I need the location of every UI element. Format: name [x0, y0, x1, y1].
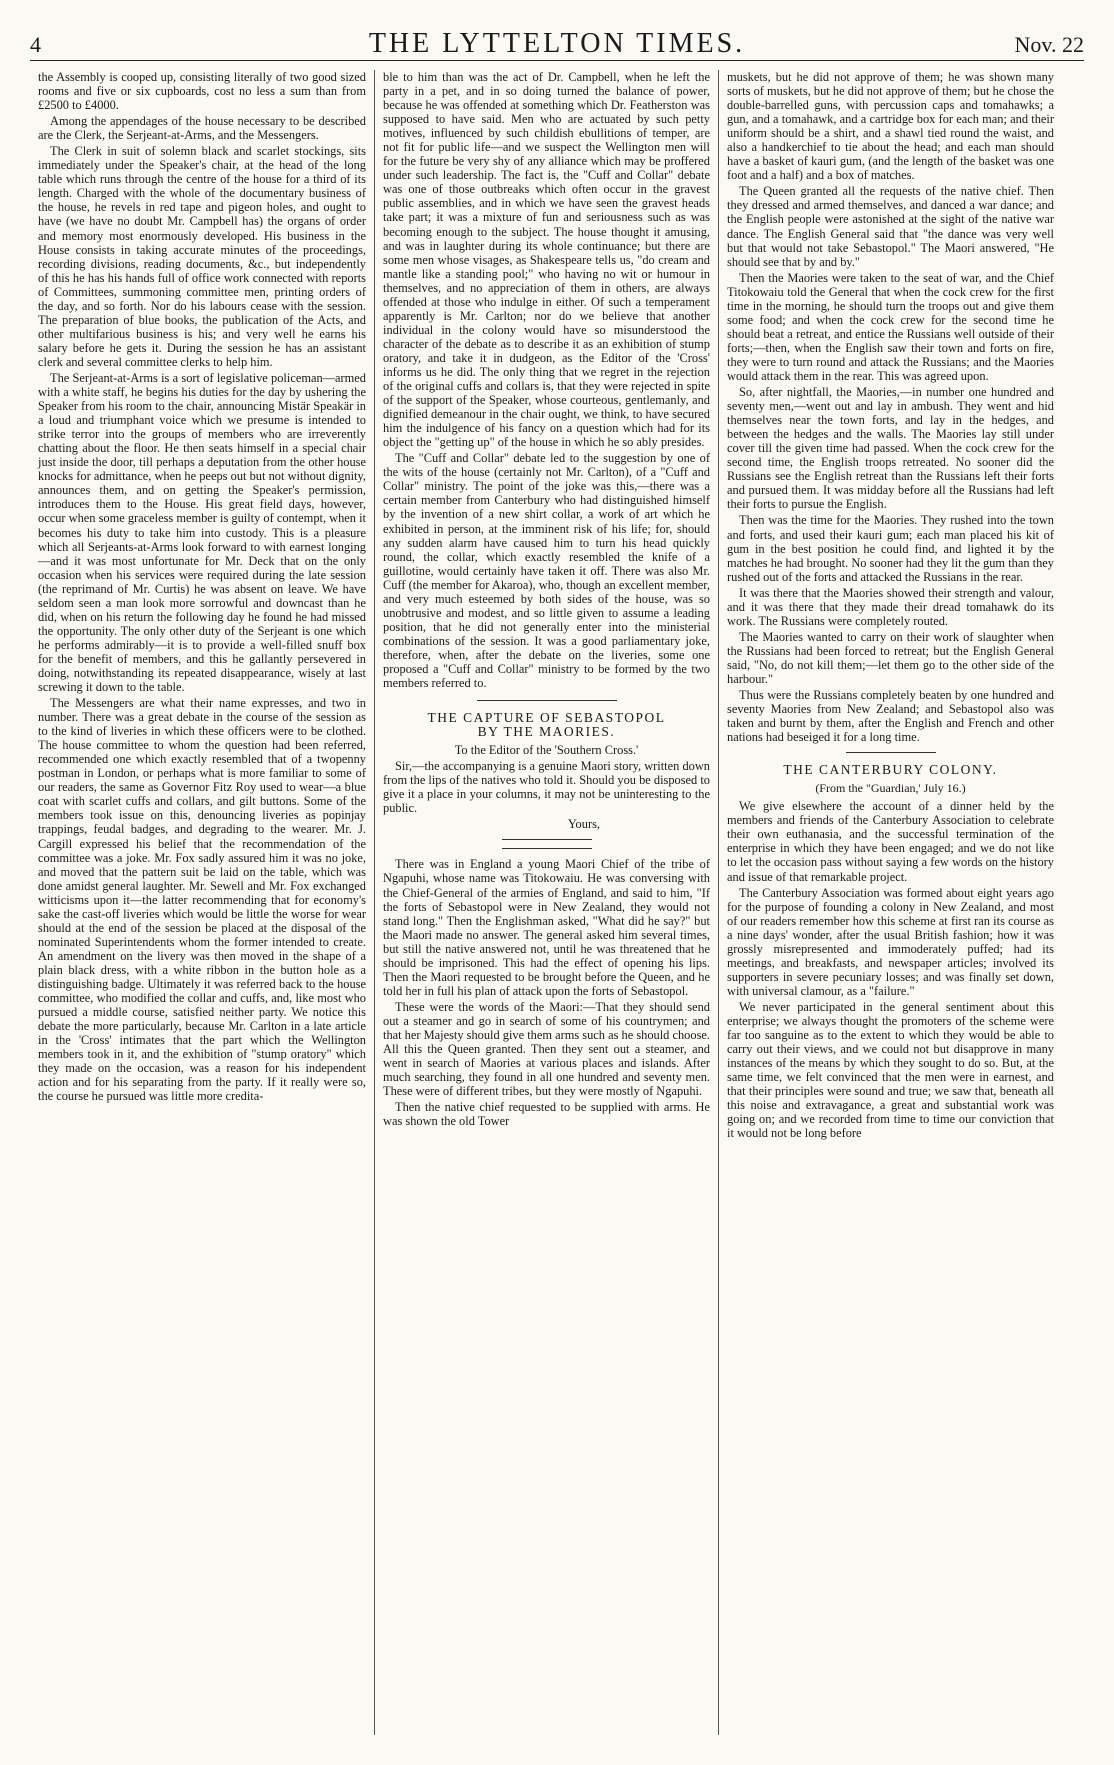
column-1 — [30, 70, 374, 1735]
article-paragraph: The Messengers are what their name expresses, and two in number. There was a great debate in the course of the session as to the kind of liveries in which these officers were to be clothed. The house committee to whom the question had been referred, recommended one which exactly resembled that of a twopenny postman in London, or perhaps what is more familiar to some of our readers, the same as Governor Fitz Roy used to wear—a blue coat with scarlet cuffs and collars, and gilt buttons. Some of the members took issue on this, denouncing liveries as popinjay trappings, feudal badges, and degrading to the wearer. Mr. J. Cargill expressed his belief that the recommendation of the committee was a joke. Mr. Fox sadly assured him it was no joke, and moved that the pattern suit be laid on the table, which was done amidst general laughter. Mr. Sewell and Mr. Fox exchanged witticisms upon it—the latter recommending that for economy's sake the cast-off liveries which would be little the worse for wear should at the end of the session be placed at the disposal of the nominated Superintendents whom the former intended to create. An amendment on the livery was then moved in the shape of a plain black dress, with a white ribbon in the button hole as a distinguishing badge. Ultimately it was referred back to the house committee, who modified the collar and cuffs, and, like most who pursued a middle course, satisfied neither party. We notice this debate the more particularly, because Mr. Carlton in a late article in the 'Cross' intimates that the part which the Wellington members took in it, and the exhibition of "stump oratory" which they made on the occasion, was a reason for his independent action and for his separating from the party. If it really were so, the course he pursued was little more credita- — [38, 696, 366, 1104]
story-paragraph: The Queen granted all the requests of the native chief. Then they dressed and armed themselves, and danced a war dance; and the English people were astonished at the sight of the native war dance. The English General said that "the dance was very well but that would not take Sebastopol." The Maori answered, "He should see that by and by." — [727, 184, 1054, 269]
section-divider — [846, 752, 936, 753]
story-paragraph: Thus were the Russians completely beaten by one hundred and seventy Maories from New Zealand; and Sebastopol also was taken and burnt by them, after the English and French and other nations had beseiged it for a long time. — [727, 688, 1054, 745]
story-paragraph: There was in England a young Maori Chief of the tribe of Ngapuhi, whose name was Titokowaiu. He was conversing with the Chief-General of the armies of England, and said to him, "If the forts of Sebastopol were in New Zealand, they would not stand long." Then the Englishman asked, "What did he say?" but the Maori made no answer. The general asked him several times, but still the native answered not, until he was threatened that he should be imprisoned. This had the effect of opening his lips. Then the Maori requested to be brought before the Queen, and he told her in full his plan of attack upon the forts of Sebastopol. — [383, 857, 710, 998]
story-paragraph: Then was the time for the Maories. They rushed into the town and forts, and used their kauri gum; each man placed his kit of gum in the best position he could find, and lighted it by the matches he had brought. No sooner had they lit the gum than they rushed out of the forts and attacked the Russians in the rear. — [727, 513, 1054, 584]
story-paragraph: The Maories wanted to carry on their work of slaughter when the Russians had been forced to retreat; but the English General said, "No, do not kill them;—let them go to the other side of the harbour." — [727, 629, 1054, 686]
article-paragraph: The Canterbury Association was formed about eight years ago for the purpose of founding a colony in New Zealand, and most of our readers remember how this scheme at first ran its course as a nine days' wonder, after the usual British fashion; how it was grossly misrepresented and immoderately puffed; had its meetings, and breakfasts, and newspaper articles; involved its supporters in severe pecuniary losses; and was finally set down, with universal clamour, as a "failure." — [727, 885, 1054, 998]
sebastopol-heading — [383, 711, 710, 739]
article-paragraph: The Serjeant-at-Arms is a sort of legislative policeman—armed with a white staff, he begins his duties for the day by ushering the Speaker from his room to the chair, announcing Mistär Speakär in a loud and triumphant voice which we presume is intended to strike terror into the groups of members who are irreverently chatting about the floor. He then seats himself in a special chair just inside the door, till perhaps a deputation from the other house knocks for admittance, when he peeps out but not without dignity, announces them, and on getting the Speaker's permission, introduces them to the House. His great field days, however, occur when some graceless member is guilty of contempt, when it becomes his duty to take him into custody. This is a pleasure which all Serjeants-at-Arms look forward to with earnest longing—and it was most unfortunate for Mr. Deck that on the only occasion when his services were required during the late session (the reprimand of Mr. Curtis) he was absent on leave. We have seldom seen a man look more sorrowful and downcast than he did, when on his return the following day he found he had missed the opportunity. The only other duty of the Serjeant is one which he performs admirably—it is to provide a well-filled snuff box for the benefit of members, and this he gallantly persevered in doing, notwithstanding its repeated disappearance, wisely at last screwing it down to the table. — [38, 370, 366, 695]
article-paragraph: The "Cuff and Collar" debate led to the suggestion by one of the wits of the house (certainly not Mr. Carlton), of a "Cuff and Collar" ministry. The point of the joke was this,—there was a certain member from Canterbury who had distinguished himself by the invention of a new shirt collar, a work of art which he exhibited in person, at the imminent risk of his life; for, should any sudden alarm have caused him to turn his head quickly round, the collar, which exactly resembled the knife of a guillotine, would certainly have taken it off. There was also Mr. Cuff (the member for Akaroa), who, though an excellent member, and very much esteemed by both sides of the house, was so unobtrusive and modest, and so little given to assume a leading position, that he did not generally enter into the ministerial combinations of the session. It was a good parliamentary joke, therefore, when, after the debate on the liveries, some one proposed a "Cuff and Collar" ministry to be formed by the two members referred to. — [383, 451, 710, 691]
article-paragraph: the Assembly is cooped up, consisting literally of two good sized rooms and five or six cupboards, cost no less a sum than from £2500 to £4000. — [38, 70, 366, 113]
story-paragraph: muskets, but he did not approve of them; he was shown many sorts of muskets, but he did not approve of them; but he chose the double-barrelled guns, with percussion caps and tomahawks; a gun, and a tomahawk, and a cartridge box for each man; and their uniform should be a shirt, and a shawl tied round the waist, and also a handkerchief to tie about the head; and each man should have a basket of kauri gum, (and the length of the basket was one foot and a half) and a box of matches. — [727, 70, 1054, 183]
page-number: 4 — [30, 32, 41, 57]
article-paragraph: The Clerk in suit of solemn black and scarlet stockings, sits immediately under the Speaker's chair, at the head of the long table which runs through the centre of the house for a third of its length. Charged with the whole of the documentary business of the house, he revels in red tape and pigeon holes, and ought to have (we have no doubt Mr. Campbell has) the organs of order and memory most enormously developed. His business in the House consists in taking accurate minutes of the proceedings, recording divisions, reading documents, &c., but independently of this he has his hands full of office work connected with reports of Committees, summoning committee men, printing orders of the day, and so forth. Nor do his labours cease with the session. The preparation of blue books, the publication of the Acts, and other multifarious business is his; and very well he earns his salary before he gets it. During the session he has an assistant clerk and several committee clerks to help him. — [38, 144, 366, 369]
article-paragraph: We give elsewhere the account of a dinner held by the members and friends of the Canterbury Association to celebrate their own euthanasia, and the successful termination of the enterprise in which they have been engaged; and we do not like to let the occasion pass without saying a few words on the history and issue of that remarkable project. — [727, 799, 1054, 884]
letter-signoff: Yours, — [567, 817, 600, 832]
canterbury-source: (From the "Guardian,' July 16.) — [815, 781, 966, 796]
article-paragraph: We never participated in the general sentiment about this enterprise; we always thought the promoters of the scheme were far too sanguine as to the extent to which they would be able to carry out their views, and we could not but disapprove in many instances of the means by which they sought to do so. But, at the same time, we felt convinced that the men were in earnest, and that their principles were sound and true; we saw that, beneath all this noise and extravagance, a great and substantial work was going on; and we recorded from time to time our conviction that it would not be long before — [727, 999, 1054, 1141]
story-paragraph: Then the native chief requested to be supplied with arms. He was shown the old Tower — [383, 1100, 710, 1129]
sebastopol-heading-line-2: BY THE MAORIES. — [477, 724, 616, 740]
letter-address: To the Editor of the 'Southern Cross.' — [454, 743, 639, 758]
article-paragraph: ble to him than was the act of Dr. Campbell, when he left the party in a pet, and in so doing turned the balance of power, because he was offended at something which Dr. Featherston was supposed to have said. Men who are actuated by such petty motives, influenced by such childish ebullitions of temper, are not fit for public life—and we suspect the Wellington men will for the future be very shy of any alliance which may be proffered under such leadership. The fact is, the "Cuff and Collar" debate was one of those outbreaks which often occur in the gravest public assemblies, and in which we have seen the gravest heads take part; it was a mixture of fun and seriousness such as was becoming enough to the subject. The house thought it amusing, and was in laughter during its whole continuance; but there are some men whose visages, as Shakespeare tells us, "do cream and mantle like a standing pool;" who having no wit or humour in themselves, and no appreciation of them in others, are always offended at those who indulge in either. Of such a temperament apparently is Mr. Carlton; nor do we believe that another individual in the colony would have so misunderstood the character of the debate as to describe it as an exhibition of stump oratory, and take it in dudgeon, as the Editor of the 'Cross' informs us he did. The only thing that we regret in the rejection of the original cuffs and collars is, that they were rejected in spite of the support of the Speaker, whose courteous, gentlemanly, and dignified demeanour in the chair ought, we think, to have secured him the indulgence of his fancy on a question which had for its object the "getting up" of the house in which he so ably presides. — [383, 70, 710, 450]
divider — [502, 848, 592, 849]
canterbury-heading: THE CANTERBURY COLONY. — [783, 762, 998, 778]
story-paragraph: Then the Maories were taken to the seat of war, and the Chief Titokowaiu told the General that when the cock crew for the first time in the morning, he should turn the troops out and give them some food; and when the cock crew for the second time he should beat a retreat, and entice the Russians well outside of their forts;—then, when the English saw their town and forts on fire, they were to turn round and attack the Russians; and the Maories would attack them in the rear. This was agreed upon. — [727, 270, 1054, 383]
divider — [502, 839, 592, 840]
column-3 — [718, 70, 1062, 1735]
article-paragraph: Among the appendages of the house necessary to be described are the Clerk, the Serjeant-at-Arms, and the Messengers. — [38, 114, 366, 143]
issue-date: Nov. 22 — [1014, 32, 1084, 57]
story-paragraph: It was there that the Maories showed their strength and valour, and it was there that they made their dread tomahawk do its work. The Russians were completely routed. — [727, 585, 1054, 628]
story-paragraph: These were the words of the Maori:—That they should send out a steamer and go in search of some of his countrymen; and that her Majesty should give them arms such as he should choose. All this the Queen granted. Then they sent out a steamer, and went in search of Maories at various places and islands. After much searching, they found in all one hundred and seventy men. These were of different tribes, but they were mostly of Ngapuhi. — [383, 999, 710, 1099]
newspaper-title: THE LYTTELTON TIMES. — [368, 28, 746, 59]
section-divider — [477, 700, 617, 701]
columns — [30, 70, 1094, 1735]
column-2 — [374, 70, 718, 1735]
letter-body: Sir,—the accompanying is a genuine Maori story, written down from the lips of the natives who told it. Should you be disposed to give it a place in your columns, it may not be uninteresting to the public. — [383, 759, 710, 816]
story-paragraph: So, after nightfall, the Maories,—in number one hundred and seventy men,—went out and lay in ambush. They went and hid themselves near the town forts, and lay in the hedges, and between the hedges and the walls. The Maories lay still under cover till the given time had passed. When the cock crew for the second time, the English troops retreated. No sooner did the Russians see the English retreat than the Russians left their forts and pursued them. It was midday before all the Russians had left their forts to pursue the English. — [727, 385, 1054, 512]
sebastopol-heading-line-1: THE CAPTURE OF SEBASTOPOL — [427, 710, 666, 726]
masthead — [30, 28, 1084, 61]
